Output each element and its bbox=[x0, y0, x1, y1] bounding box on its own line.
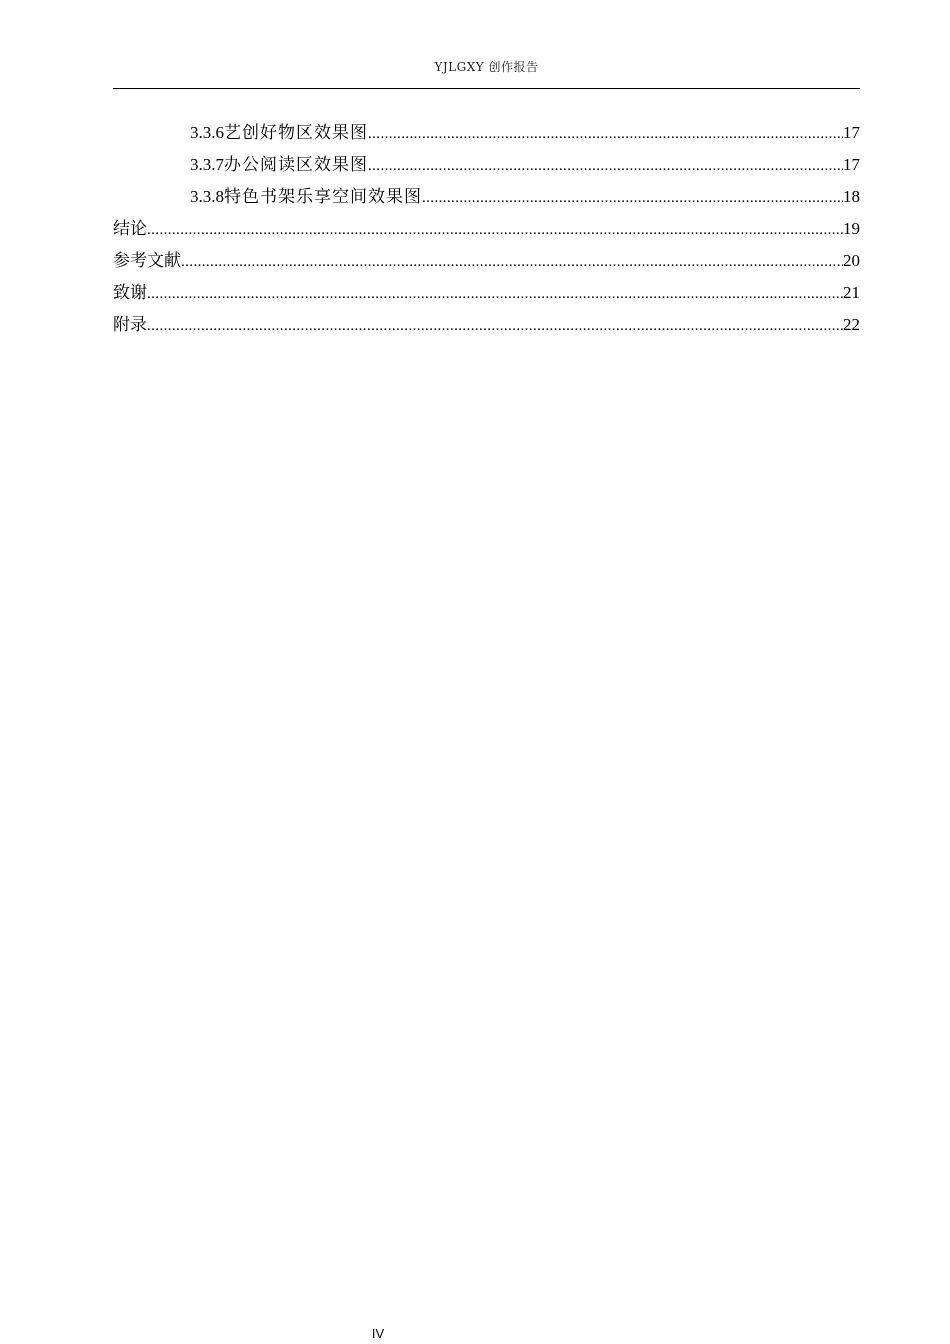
toc-leader-dots bbox=[147, 310, 843, 341]
toc-entry-acknowledgements[interactable] bbox=[113, 277, 860, 309]
toc-entry-references[interactable] bbox=[113, 245, 860, 277]
toc-entry-appendix[interactable] bbox=[113, 309, 860, 341]
toc-entry-page: 19 bbox=[843, 219, 860, 238]
toc-entry-number: 3.3.8 bbox=[190, 187, 224, 206]
toc-entry-3-3-8[interactable] bbox=[113, 181, 860, 213]
toc-entry-3-3-7[interactable] bbox=[113, 149, 860, 181]
toc-entry-title: 致谢 bbox=[113, 283, 147, 303]
toc-entry-3-3-6[interactable] bbox=[113, 117, 860, 149]
toc-leader-dots bbox=[147, 278, 843, 309]
toc-entry-page: 18 bbox=[843, 187, 860, 206]
toc-entry-page: 17 bbox=[843, 155, 860, 174]
toc-entry-title: 艺创好物区效果图 bbox=[224, 123, 368, 142]
toc-leader-dots bbox=[368, 150, 843, 181]
toc-leader-dots bbox=[368, 118, 843, 149]
toc-entry-conclusion[interactable] bbox=[113, 213, 860, 245]
toc-entry-page: 20 bbox=[843, 251, 860, 270]
toc-entry-page: 17 bbox=[843, 123, 860, 142]
toc-entry-title: 特色书架乐享空间效果图 bbox=[224, 187, 422, 206]
toc-entry-title: 结论 bbox=[113, 219, 147, 239]
toc-entry-number: 3.3.7 bbox=[190, 155, 224, 174]
toc-entry-title: 附录 bbox=[113, 315, 147, 335]
toc-entry-page: 22 bbox=[843, 315, 860, 334]
toc-entry-title: 参考文献 bbox=[113, 251, 181, 271]
toc-leader-dots bbox=[422, 182, 843, 213]
page-header: YJLGXY 创作报告 bbox=[434, 60, 539, 74]
page-number: IV bbox=[371, 1326, 385, 1341]
toc-entry-title: 办公阅读区效果图 bbox=[224, 155, 368, 174]
table-of-contents bbox=[113, 117, 860, 341]
header-rule bbox=[113, 88, 860, 89]
toc-leader-dots bbox=[147, 214, 843, 245]
toc-leader-dots bbox=[181, 246, 843, 277]
toc-entry-page: 21 bbox=[843, 283, 860, 302]
toc-entry-number: 3.3.6 bbox=[190, 123, 224, 142]
